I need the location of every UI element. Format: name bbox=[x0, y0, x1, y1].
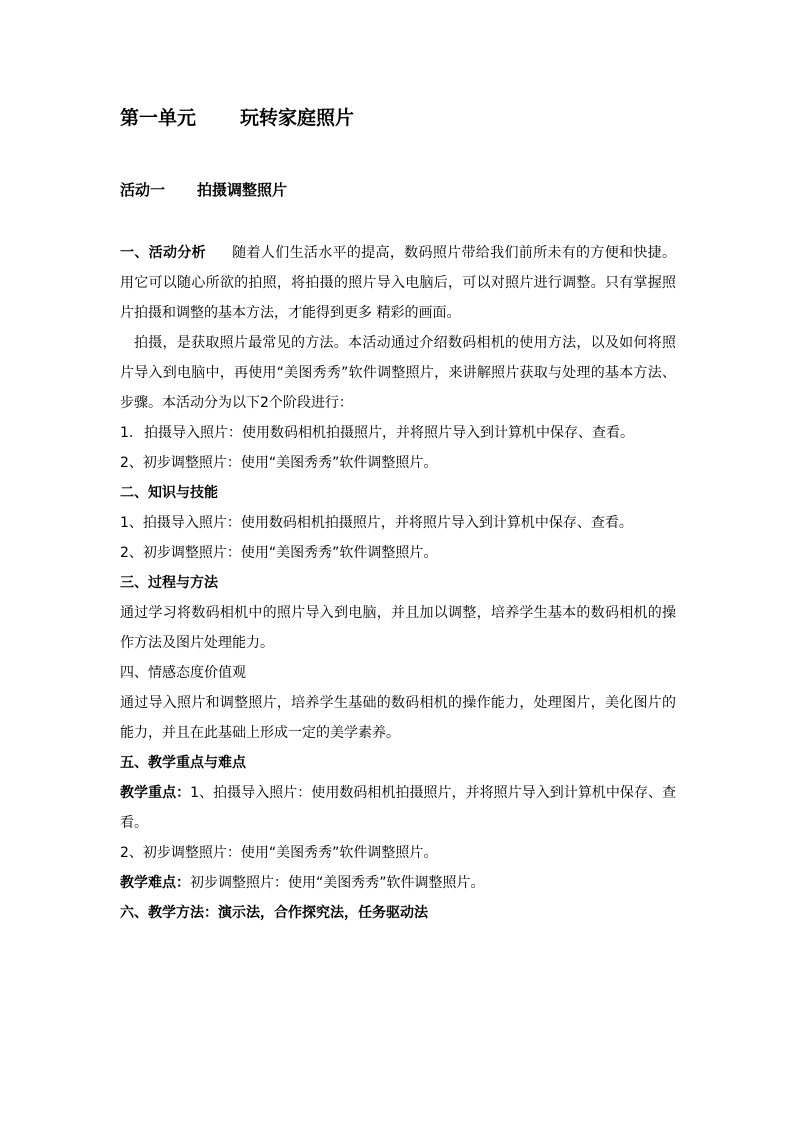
section-2-item-2: 2、初步调整照片：使用“美图秀秀”软件调整照片。 bbox=[120, 545, 438, 561]
section-1-heading: 一、活动分析 bbox=[120, 245, 206, 261]
activity-name: 拍摄调整照片 bbox=[197, 181, 288, 199]
unit-title bbox=[120, 104, 354, 132]
key-points-label: 教学重点： bbox=[120, 785, 191, 801]
unit-label: 第一单元 bbox=[120, 107, 197, 129]
section-3-paragraph: 通过学习将数码相机中的照片导入到电脑，并且加以调整，培养学生基本的数码相机的操作方法及图片处理能力。 bbox=[120, 605, 676, 651]
section-5-key-item-2: 2、初步调整照片：使用“美图秀秀”软件调整照片。 bbox=[120, 845, 438, 861]
section-1-paragraph-1: 随着人们生活水平的提高，数码照片带给我们前所未有的方便和快捷。用它可以随心所欲的拍照，将拍摄的照片导入电脑后，可以对照片进行调整。只有掌握照片拍摄和调整的基本方法，才能得到更多 精彩的画面。 bbox=[120, 245, 677, 321]
section-1-list-item-1 bbox=[120, 418, 676, 448]
activity-title bbox=[120, 178, 287, 202]
difficulties-text: 初步调整照片：使用“美图秀秀”软件调整照片。 bbox=[190, 875, 485, 891]
activity-label: 活动一 bbox=[120, 181, 166, 199]
section-1-intro bbox=[120, 238, 676, 328]
section-6-heading: 六、教学方法：演示法，合作探究法，任务驱动法 bbox=[120, 905, 428, 921]
list-item-1-text: 拍摄导入照片：使用数码相机拍摄照片，并将照片导入到计算机中保存、查看。 bbox=[144, 425, 634, 441]
unit-name: 玩转家庭照片 bbox=[240, 107, 355, 129]
section-5-key-points bbox=[120, 778, 676, 838]
section-2-heading: 二、知识与技能 bbox=[120, 485, 218, 501]
document-body bbox=[120, 238, 676, 928]
section-5-heading: 五、教学重点与难点 bbox=[120, 755, 246, 771]
key-points-text: 1、拍摄导入照片：使用数码相机拍摄照片，并将照片导入到计算机中保存、查看。 bbox=[120, 785, 676, 831]
section-4-paragraph: 通过导入照片和调整照片，培养学生基础的数码相机的操作能力，处理图片，美化图片的能力，并且在此基础上形成一定的美学素养。 bbox=[120, 695, 676, 741]
difficulties-label: 教学难点： bbox=[120, 875, 190, 891]
section-4-heading: 四、情感态度价值观 bbox=[120, 665, 246, 681]
section-1-list-item-2: 2、初步调整照片：使用“美图秀秀”软件调整照片。 bbox=[120, 455, 438, 471]
list-item-1-number: 1. bbox=[120, 425, 134, 441]
section-3-heading: 三、过程与方法 bbox=[120, 575, 218, 591]
section-5-difficulties bbox=[120, 868, 676, 898]
section-1-paragraph-2: 拍摄，是获取照片最常见的方法。本活动通过介绍数码相机的使用方法，以及如何将照片导入到电脑中，再使用“美图秀秀”软件调整照片，来讲解照片获取与处理的基本方法、步骤。本活动分为以下2个阶段进行： bbox=[120, 335, 676, 411]
section-2-item-1: 1、拍摄导入照片：使用数码相机拍摄照片，并将照片导入到计算机中保存、查看。 bbox=[120, 515, 633, 531]
